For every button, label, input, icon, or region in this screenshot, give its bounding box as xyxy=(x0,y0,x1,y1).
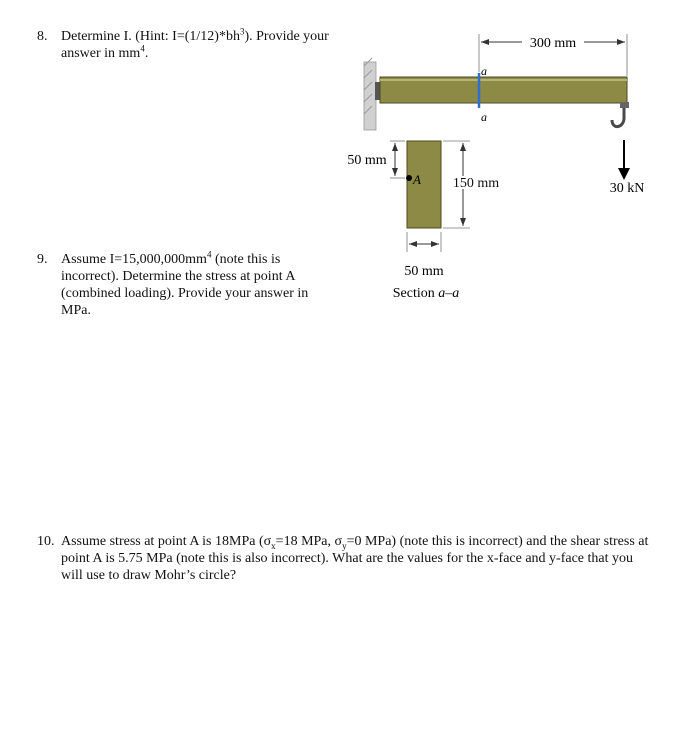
point-a-label: A xyxy=(413,172,421,187)
question-number: 10. xyxy=(37,534,55,549)
section-marker-bottom: a xyxy=(481,110,487,124)
question-text: Assume stress at point A is 18MPa ($\sigma_x=18$ MPa, $\sigma_y=0$ MPa) (note this is incorrect) and the shear stress at point A is 5.75 MPa (note this is also incorrect). What are the values for the x-face and y-face that you will use to draw Mohr’s circle? xyxy=(61,534,649,583)
wall-support xyxy=(364,58,381,130)
section-caption: Section a–a xyxy=(392,286,460,301)
hook-icon xyxy=(612,102,629,127)
depth-label: 50 mm xyxy=(347,153,387,168)
length-dimension xyxy=(479,34,627,76)
question-number: 8. xyxy=(37,29,48,44)
question-text: Determine I. (Hint: $I=(1/12)*bh^3$). Provide your answer in $mm^4$. xyxy=(61,26,329,61)
height-label: 150 mm xyxy=(452,176,500,191)
question-number: 9. xyxy=(37,252,48,267)
question-text: Assume $I=15,000,000mm^4$ (note this is incorrect). Determine the stress at point A (combined loading). Provide your answer in MPa. xyxy=(61,249,309,318)
height-dimension xyxy=(443,141,499,228)
length-label: 300 mm xyxy=(529,36,577,51)
width-dimension xyxy=(404,232,443,279)
beam-figure xyxy=(0,0,687,330)
section-marker-top: a xyxy=(481,64,487,78)
point-a-marker xyxy=(406,175,412,181)
load-label: 30 kN xyxy=(609,181,645,196)
width-label: 50 mm xyxy=(404,264,444,279)
depth-dimension xyxy=(347,141,405,178)
